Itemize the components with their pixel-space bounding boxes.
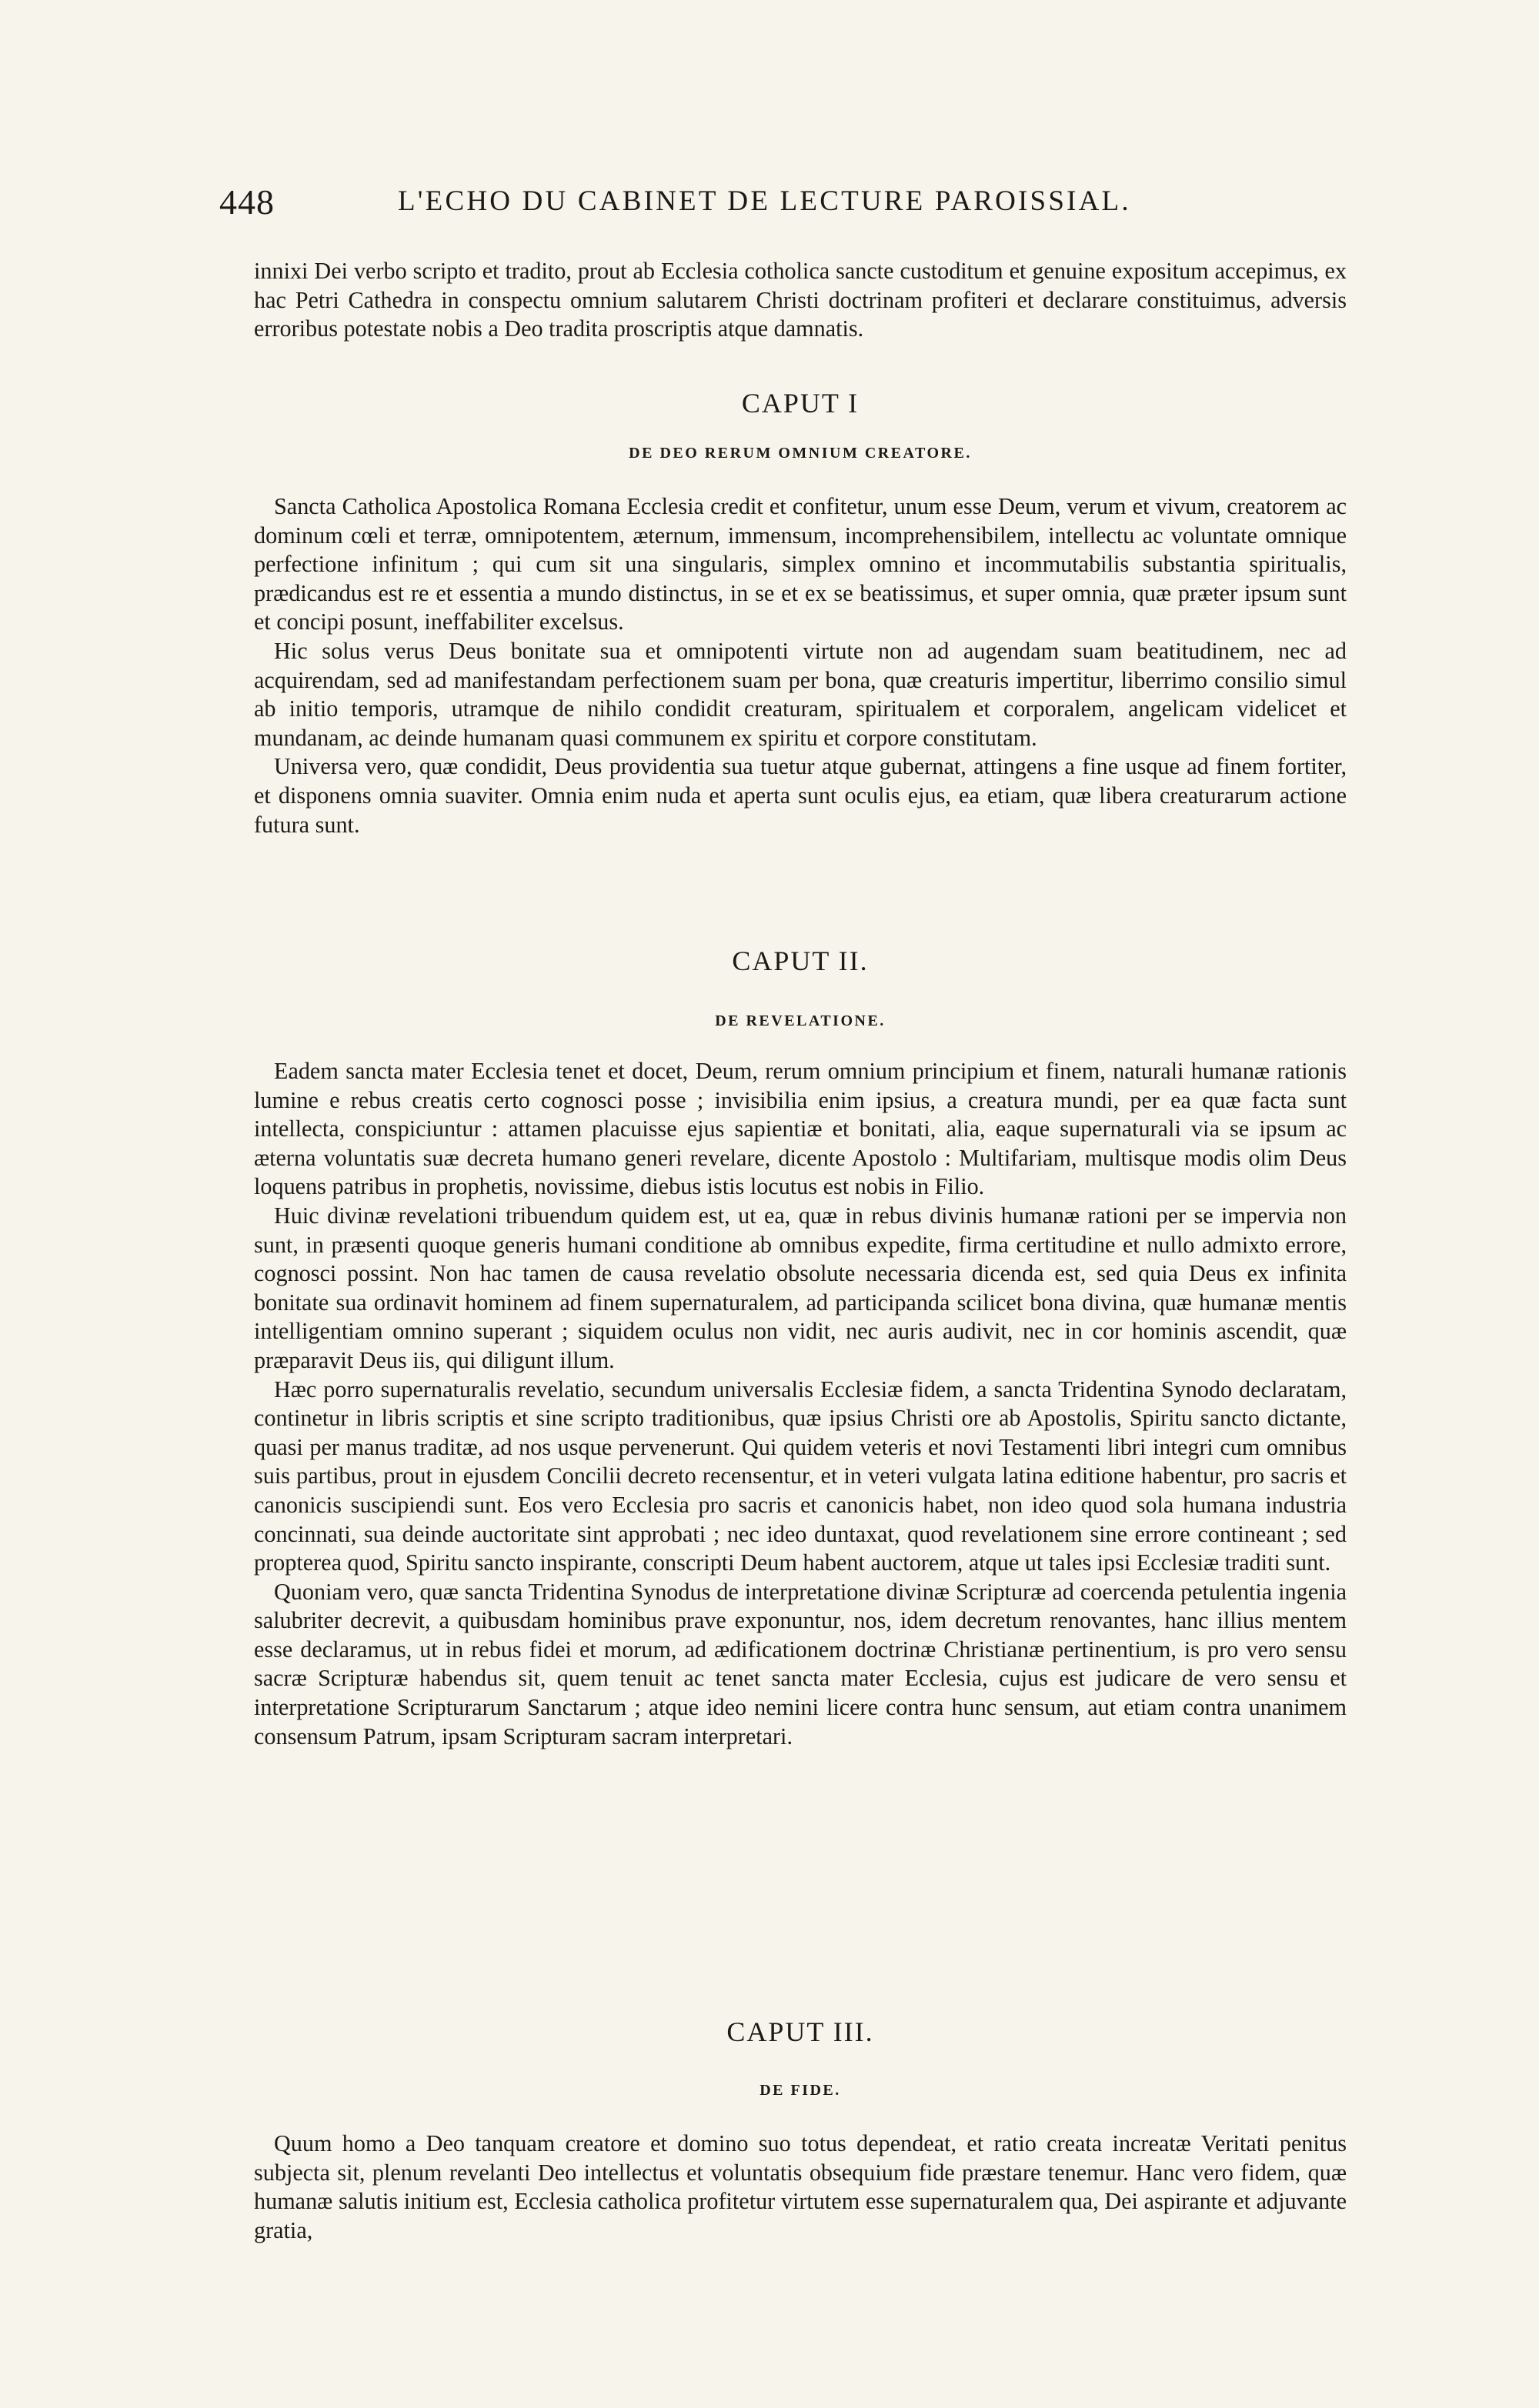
paragraph: Sancta Catholica Apostolica Romana Ecclesia credit et confitetur, unum esse Deum, verum et vivum, creatorem ac dominum cœli et terræ, omnipotentem, æternum, immensum, incomprehensibilem, intellectu ac voluntate omnique perfectione infinitum ; qui cum sit una singularis, simplex omnino et incommutabilis substantia spiritualis, prædicandus est re et essentia a mundo distinctus, in se et ex se beatissimus, et super omnia, quæ præter ipsum sunt et concipi posunt, ineffabiliter excelsus.: [254, 493, 1347, 635]
chapter-3-subheading: [254, 2082, 1347, 2099]
chapter-title: CAPUT I: [741, 388, 860, 419]
chapter-subtitle: DE DEO RERUM OMNIUM CREATORE.: [629, 445, 972, 462]
paragraph: Hæc porro supernaturalis revelatio, secundum universalis Ecclesiæ fidem, a sancta Tridentina Synodo declaratam, continetur in libris scriptis et sine scripto traditionibus, quæ ipsius Christi ore ab Apostolis, Spiritu sancto dictante, quasi per manus traditæ, ad nos usque pervenerunt. Qui quidem veteris et novi Testamenti libri integri cum omnibus suis partibus, prout in ejusdem Concilii decreto recensentur, et in veteri vulgata latina editione habentur, pro sacris et canonicis suscipiendi sunt. Eos vero Ecclesia pro sacris et canonicis habet, non ideo quod sola humana industria concinnati, sua deinde auctoritate sint approbati ; nec ideo duntaxat, quod revelationem sine errore contineant ; sed propterea quod, Spiritu sancto inspirante, conscripti Deum habent auctorem, atque ut tales ipsi Ecclesiæ traditi sunt.: [254, 1376, 1347, 1576]
paragraph: Hic solus verus Deus bonitate sua et omnipotenti virtute non ad augendam suam beatitudinem, nec ad acquirendam, sed ad manifestandam perfectionem suam per bona, quæ creaturis impertitur, liberrimo consilio simul ab initio temporis, utramque de nihilo condidit creaturam, spiritualem et corporalem, angelicam videlicet et mundanam, ac deinde humanam quasi communem ex spiritu et corpore constitutam.: [254, 637, 1347, 751]
chapter-2-subheading: [254, 1012, 1347, 1030]
chapter-title: CAPUT II.: [732, 946, 869, 976]
page-number: 448: [219, 182, 275, 222]
chapter-1-heading: [254, 387, 1347, 419]
chapter-subtitle: DE REVELATIONE.: [715, 1012, 886, 1029]
chapter-2-body: [254, 1057, 1347, 1751]
chapter-3-heading: [254, 2016, 1347, 2048]
page-header: [219, 182, 1350, 228]
paragraph: Eadem sancta mater Ecclesia tenet et docet, Deum, rerum omnium principium et finem, naturali humanæ rationis lumine e rebus creatis certo cognosci posse ; invisibilia enim ipsius, a creatura mundi, per ea quæ facta sunt intellecta, conspiciuntur : attamen placuisse ejus sapientiæ et bonitati, alia, eaque supernaturali via se ipsum ac æterna voluntatis suæ decreta humano generi revelare, dicente Apostolo : Multifariam, multisque modis olim Deus loquens patribus in prophetis, novissime, diebus istis locutus est nobis in Filio.: [254, 1058, 1347, 1200]
chapter-1-body: [254, 492, 1347, 839]
chapter-title: CAPUT III.: [726, 2016, 874, 2047]
chapter-3-body: [254, 2130, 1347, 2245]
paragraph: Quoniam vero, quæ sancta Tridentina Synodus de interpretatione divinæ Scripturæ ad coercenda petulentia ingenia salubriter decrevit, a quibusdam hominibus prave exponuntur, nos, idem decretum renovantes, hanc illius mentem esse declaramus, ut in rebus fidei et morum, ad ædificationem doctrinæ Christianæ pertinentium, is pro vero sensu sacræ Scripturæ habendus sit, quem tenuit ac tenet sancta mater Ecclesia, cujus est judicare de vero sensu et interpretatione Scripturarum Sanctarum ; atque ideo nemini licere contra hunc sensum, aut etiam contra unanimem consensum Patrum, ipsam Scripturam sacram interpretari.: [254, 1578, 1347, 1749]
intro-paragraph: innixi Dei verbo scripto et tradito, prout ab Ecclesia cotholica sancte custoditum et genuine expositum accepimus, ex hac Petri Cathedra in conspectu omnium salutarem Christi doctrinam profiteri et declarare constituimus, adversis erroribus potestate nobis a Deo tradita proscriptis atque damnatis.: [254, 258, 1347, 342]
paragraph: Universa vero, quæ condidit, Deus providentia sua tuetur atque gubernat, attingens a fine usque ad finem fortiter, et disponens omnia suaviter. Omnia enim nuda et aperta sunt oculis ejus, ea etiam, quæ libera creaturarum actione futura sunt.: [254, 753, 1347, 838]
intro-block: [254, 257, 1347, 344]
chapter-2-heading: [254, 945, 1347, 977]
paragraph: Huic divinæ revelationi tribuendum quidem est, ut ea, quæ in rebus divinis humanæ rationi per se impervia non sunt, in præsenti quoque generis humani conditione ab omnibus expedite, firma certitudine et nullo admixto errore, cognosci possint. Non hac tamen de causa revelatio obsolute necessaria dicenda est, sed quia Deus ex infinita bonitate sua ordinavit hominem ad finem supernaturalem, ad participanda scilicet bona divina, quæ humanæ mentis intelligentiam omnino superant ; siquidem oculus non vidit, nec auris audivit, nec in cor hominis ascendit, quæ præparavit Deus iis, qui diligunt illum.: [254, 1202, 1347, 1373]
chapter-1-subheading: [254, 445, 1347, 462]
chapter-subtitle: DE FIDE.: [759, 2082, 841, 2099]
running-title: L'ECHO DU CABINET DE LECTURE PAROISSIAL.: [398, 185, 1131, 217]
paragraph: Quum homo a Deo tanquam creatore et domino suo totus dependeat, et ratio creata increatæ Veritati penitus subjecta sit, plenum revelanti Deo intellectus et voluntatis obsequium fide præstare tenemur. Hanc vero fidem, quæ humanæ salutis initium est, Ecclesia catholica profitetur virtutem esse supernaturalem qua, Dei aspirante et adjuvante gratia,: [254, 2130, 1347, 2243]
